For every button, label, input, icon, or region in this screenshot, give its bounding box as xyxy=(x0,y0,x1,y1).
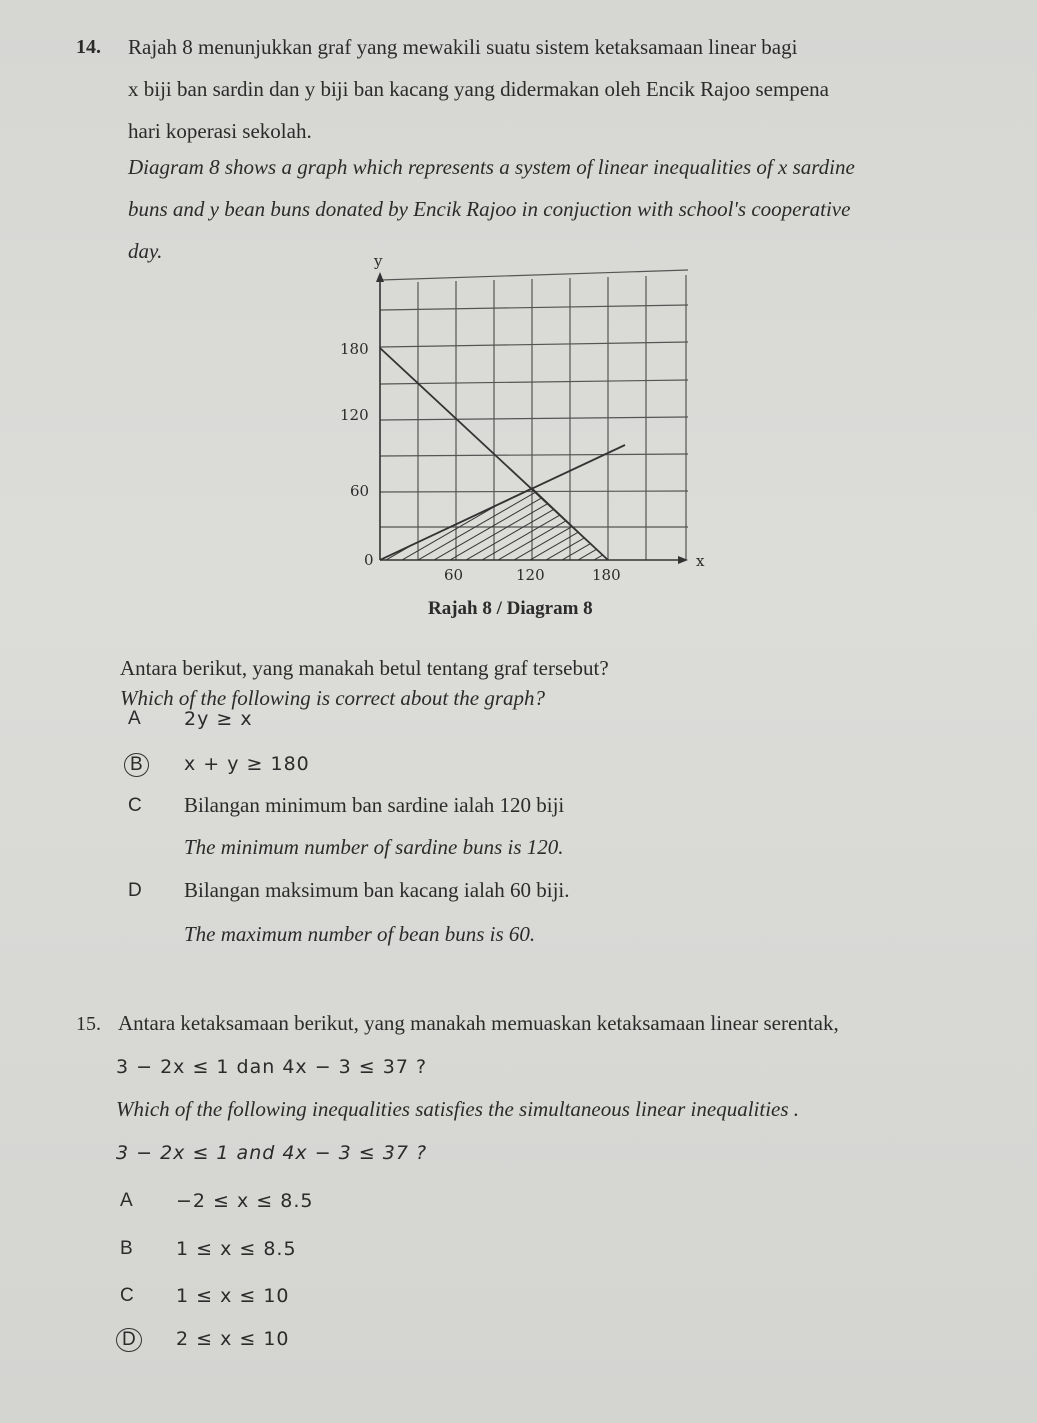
q14-en-line-1: Diagram 8 shows a graph which represents a system of linear inequalities of x sardine xyxy=(128,155,855,179)
y-tick-0: 0 xyxy=(364,551,374,569)
y-tick-60: 60 xyxy=(350,482,370,500)
y-axis-label: y xyxy=(374,252,383,270)
q14-option-c-text: Bilangan minimum ban sardine ialah 120 biji xyxy=(184,793,565,817)
x-tick-180: 180 xyxy=(592,566,621,584)
q14-en-line-3: day. xyxy=(128,239,163,263)
q15-option-c-text: 1 ≤ x ≤ 10 xyxy=(176,1285,290,1307)
q15-option-d-letter: D xyxy=(116,1328,142,1352)
q15-english-line-1: Which of the following inequalities satisfies the simultaneous linear inequalities . xyxy=(116,1097,800,1121)
q14-option-b-text: x + y ≥ 180 xyxy=(184,753,310,775)
diagram-caption: Rajah 8 / Diagram 8 xyxy=(428,598,593,619)
q14-option-b-letter: B xyxy=(124,753,149,777)
q14-option-a-text: 2y ≥ x xyxy=(184,708,253,730)
q15-option-a-letter: A xyxy=(120,1190,133,1211)
q14-option-c-letter: C xyxy=(128,795,142,816)
y-tick-120: 120 xyxy=(340,406,369,424)
q15-line-2: 3 − 2x ≤ 1 dan 4x − 3 ≤ 37 ? xyxy=(116,1056,428,1078)
question-14-malay-text xyxy=(128,26,829,152)
q15-option-b-text: 1 ≤ x ≤ 8.5 xyxy=(176,1238,297,1260)
q15-option-b-letter: B xyxy=(120,1238,133,1259)
q14-line-1: Rajah 8 menunjukkan graf yang mewakili suatu sistem ketaksamaan linear bagi xyxy=(128,35,798,59)
q14-question-english: Which of the following is correct about the graph? xyxy=(120,686,546,710)
y-tick-180: 180 xyxy=(340,340,369,358)
q14-line-2: x biji ban sardin dan y biji ban kacang yang didermakan oleh Encik Rajoo sempena xyxy=(128,77,829,101)
q14-option-d-text: Bilangan maksimum ban kacang ialah 60 biji. xyxy=(184,878,570,902)
x-axis-label: x xyxy=(696,552,705,570)
q15-option-d-text: 2 ≤ x ≤ 10 xyxy=(176,1328,290,1350)
q14-option-d-letter: D xyxy=(128,880,142,901)
x-tick-120: 120 xyxy=(516,566,545,584)
question-15-number: 15. xyxy=(76,1013,101,1035)
q14-option-d-text-english: The maximum number of bean buns is 60. xyxy=(184,922,536,946)
q15-option-a-text: −2 ≤ x ≤ 8.5 xyxy=(176,1190,314,1212)
x-tick-60: 60 xyxy=(444,566,464,584)
q14-option-a-letter: A xyxy=(128,708,141,729)
diagram-8-graph xyxy=(330,250,710,590)
q14-en-line-2: buns and y bean buns donated by Encik Rajoo in conjuction with school's cooperative xyxy=(128,197,851,221)
q15-line-1: Antara ketaksamaan berikut, yang manakah memuaskan ketaksamaan linear serentak, xyxy=(118,1011,839,1035)
q14-option-c-text-english: The minimum number of sardine buns is 120. xyxy=(184,835,564,859)
y-axis-arrow-icon xyxy=(376,272,384,282)
q15-option-c-letter: C xyxy=(120,1285,134,1306)
q15-english-line-2: 3 − 2x ≤ 1 and 4x − 3 ≤ 37 ? xyxy=(116,1142,428,1164)
q14-line-3: hari koperasi sekolah. xyxy=(128,119,312,143)
q14-question-malay: Antara berikut, yang manakah betul tentang graf tersebut? xyxy=(120,656,609,680)
question-14-number: 14. xyxy=(76,36,101,58)
